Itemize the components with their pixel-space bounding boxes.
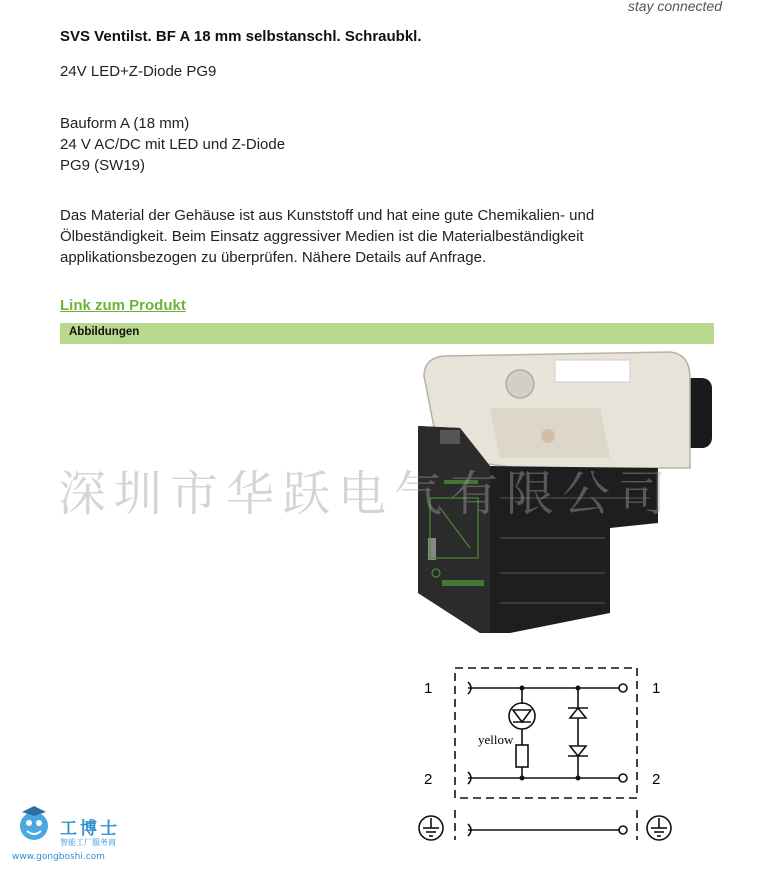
brand-tagline: stay connected bbox=[627, 0, 722, 14]
description-line: applikationsbezogen zu überprüfen. Nähere Details auf Anfrage. bbox=[60, 249, 487, 266]
connector-product-image bbox=[400, 348, 720, 638]
logo-url: www.gongboshi.com bbox=[12, 852, 105, 862]
spec-line-voltage: 24 V AC/DC mit LED und Z-Diode bbox=[60, 136, 286, 153]
pin-label-left-1: 1 bbox=[424, 680, 433, 697]
product-link[interactable]: Link zum Produkt bbox=[60, 297, 186, 314]
spec-line-housing: Bauform A (18 mm) bbox=[60, 115, 190, 132]
circuit-schematic bbox=[410, 660, 700, 850]
section-header-label: Abbildungen bbox=[69, 326, 140, 338]
product-description bbox=[60, 205, 700, 268]
pin-label-left-2: 2 bbox=[424, 771, 433, 788]
pin-label-right-1: 1 bbox=[652, 680, 661, 697]
description-line: Ölbeständigkeit. Beim Einsatz aggressiver Medien ist die Materialbeständigkeit bbox=[60, 228, 584, 245]
logo-name: 工博士 bbox=[60, 819, 120, 839]
spec-line-thread: PG9 (SW19) bbox=[60, 157, 146, 174]
pin-label-right-2: 2 bbox=[652, 771, 661, 788]
section-header-bar bbox=[60, 323, 714, 344]
description-line: Das Material der Gehäuse ist aus Kunststoff und hat eine gute Chemikalien- und bbox=[60, 207, 595, 224]
product-title: SVS Ventilst. BF A 18 mm selbstanschl. Schraubkl. bbox=[60, 28, 422, 45]
watermark-text: 深圳市华跃电气有限公司 bbox=[58, 466, 675, 522]
led-color-label: yellow bbox=[478, 732, 514, 747]
logo-subtitle: 智能工厂服务商 bbox=[60, 838, 116, 847]
product-subtitle: 24V LED+Z-Diode PG9 bbox=[60, 63, 217, 80]
